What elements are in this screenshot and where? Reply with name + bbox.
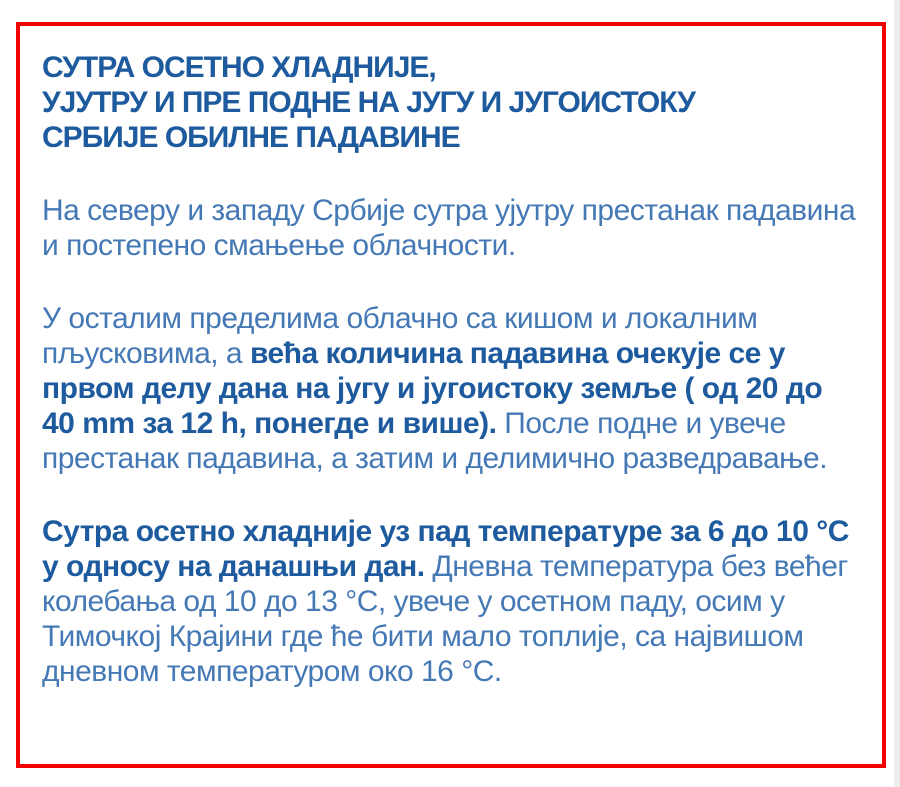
paragraph-text: На северу и западу Србије сутра ујутру престанак падавина и постепено смањење облачности.: [42, 194, 856, 262]
forecast-warning-box: [16, 22, 886, 768]
paragraph-text-bold: Сутра осетно хладније уз пад температуре за 6 до 10 °C у односу на данашњи дан.: [42, 515, 849, 583]
title-line-3: СРБИЈЕ ОБИЛНЕ ПАДАВИНЕ: [42, 121, 460, 154]
paragraph-north-west-clearing: [42, 193, 860, 263]
title-line-1: СУТРА ОСЕТНО ХЛАДНИЈЕ,: [42, 51, 436, 84]
paragraph-text: У осталим пределима облачно са кишом и локалним пљусковима, а: [42, 302, 758, 370]
paragraph-temperature-drop: [42, 514, 860, 689]
paragraph-text: Дневна температура без већег колебања од 10 до 13 °C, увече у осетном паду, осим у Тимочкој Крајини где ће бити мало топлије, са највишом дневном температуром око 16 °C.: [42, 550, 848, 688]
paragraph-text: После подне и увече престанак падавина, а затим и делимично разведравање.: [42, 407, 828, 475]
paragraph-heavy-precipitation: [42, 301, 860, 476]
title-line-2: УЈУТРУ И ПРЕ ПОДНЕ НА ЈУГУ И ЈУГОИСТОКУ: [42, 86, 695, 119]
page-edge-strip: [894, 0, 900, 787]
paragraph-text-bold: већа количина падавина очекује се у првом делу дана на југу и југоистоку земље ( од 20 до 40 mm за 12 h, понегде и више).: [42, 337, 823, 440]
forecast-title: [42, 50, 860, 155]
